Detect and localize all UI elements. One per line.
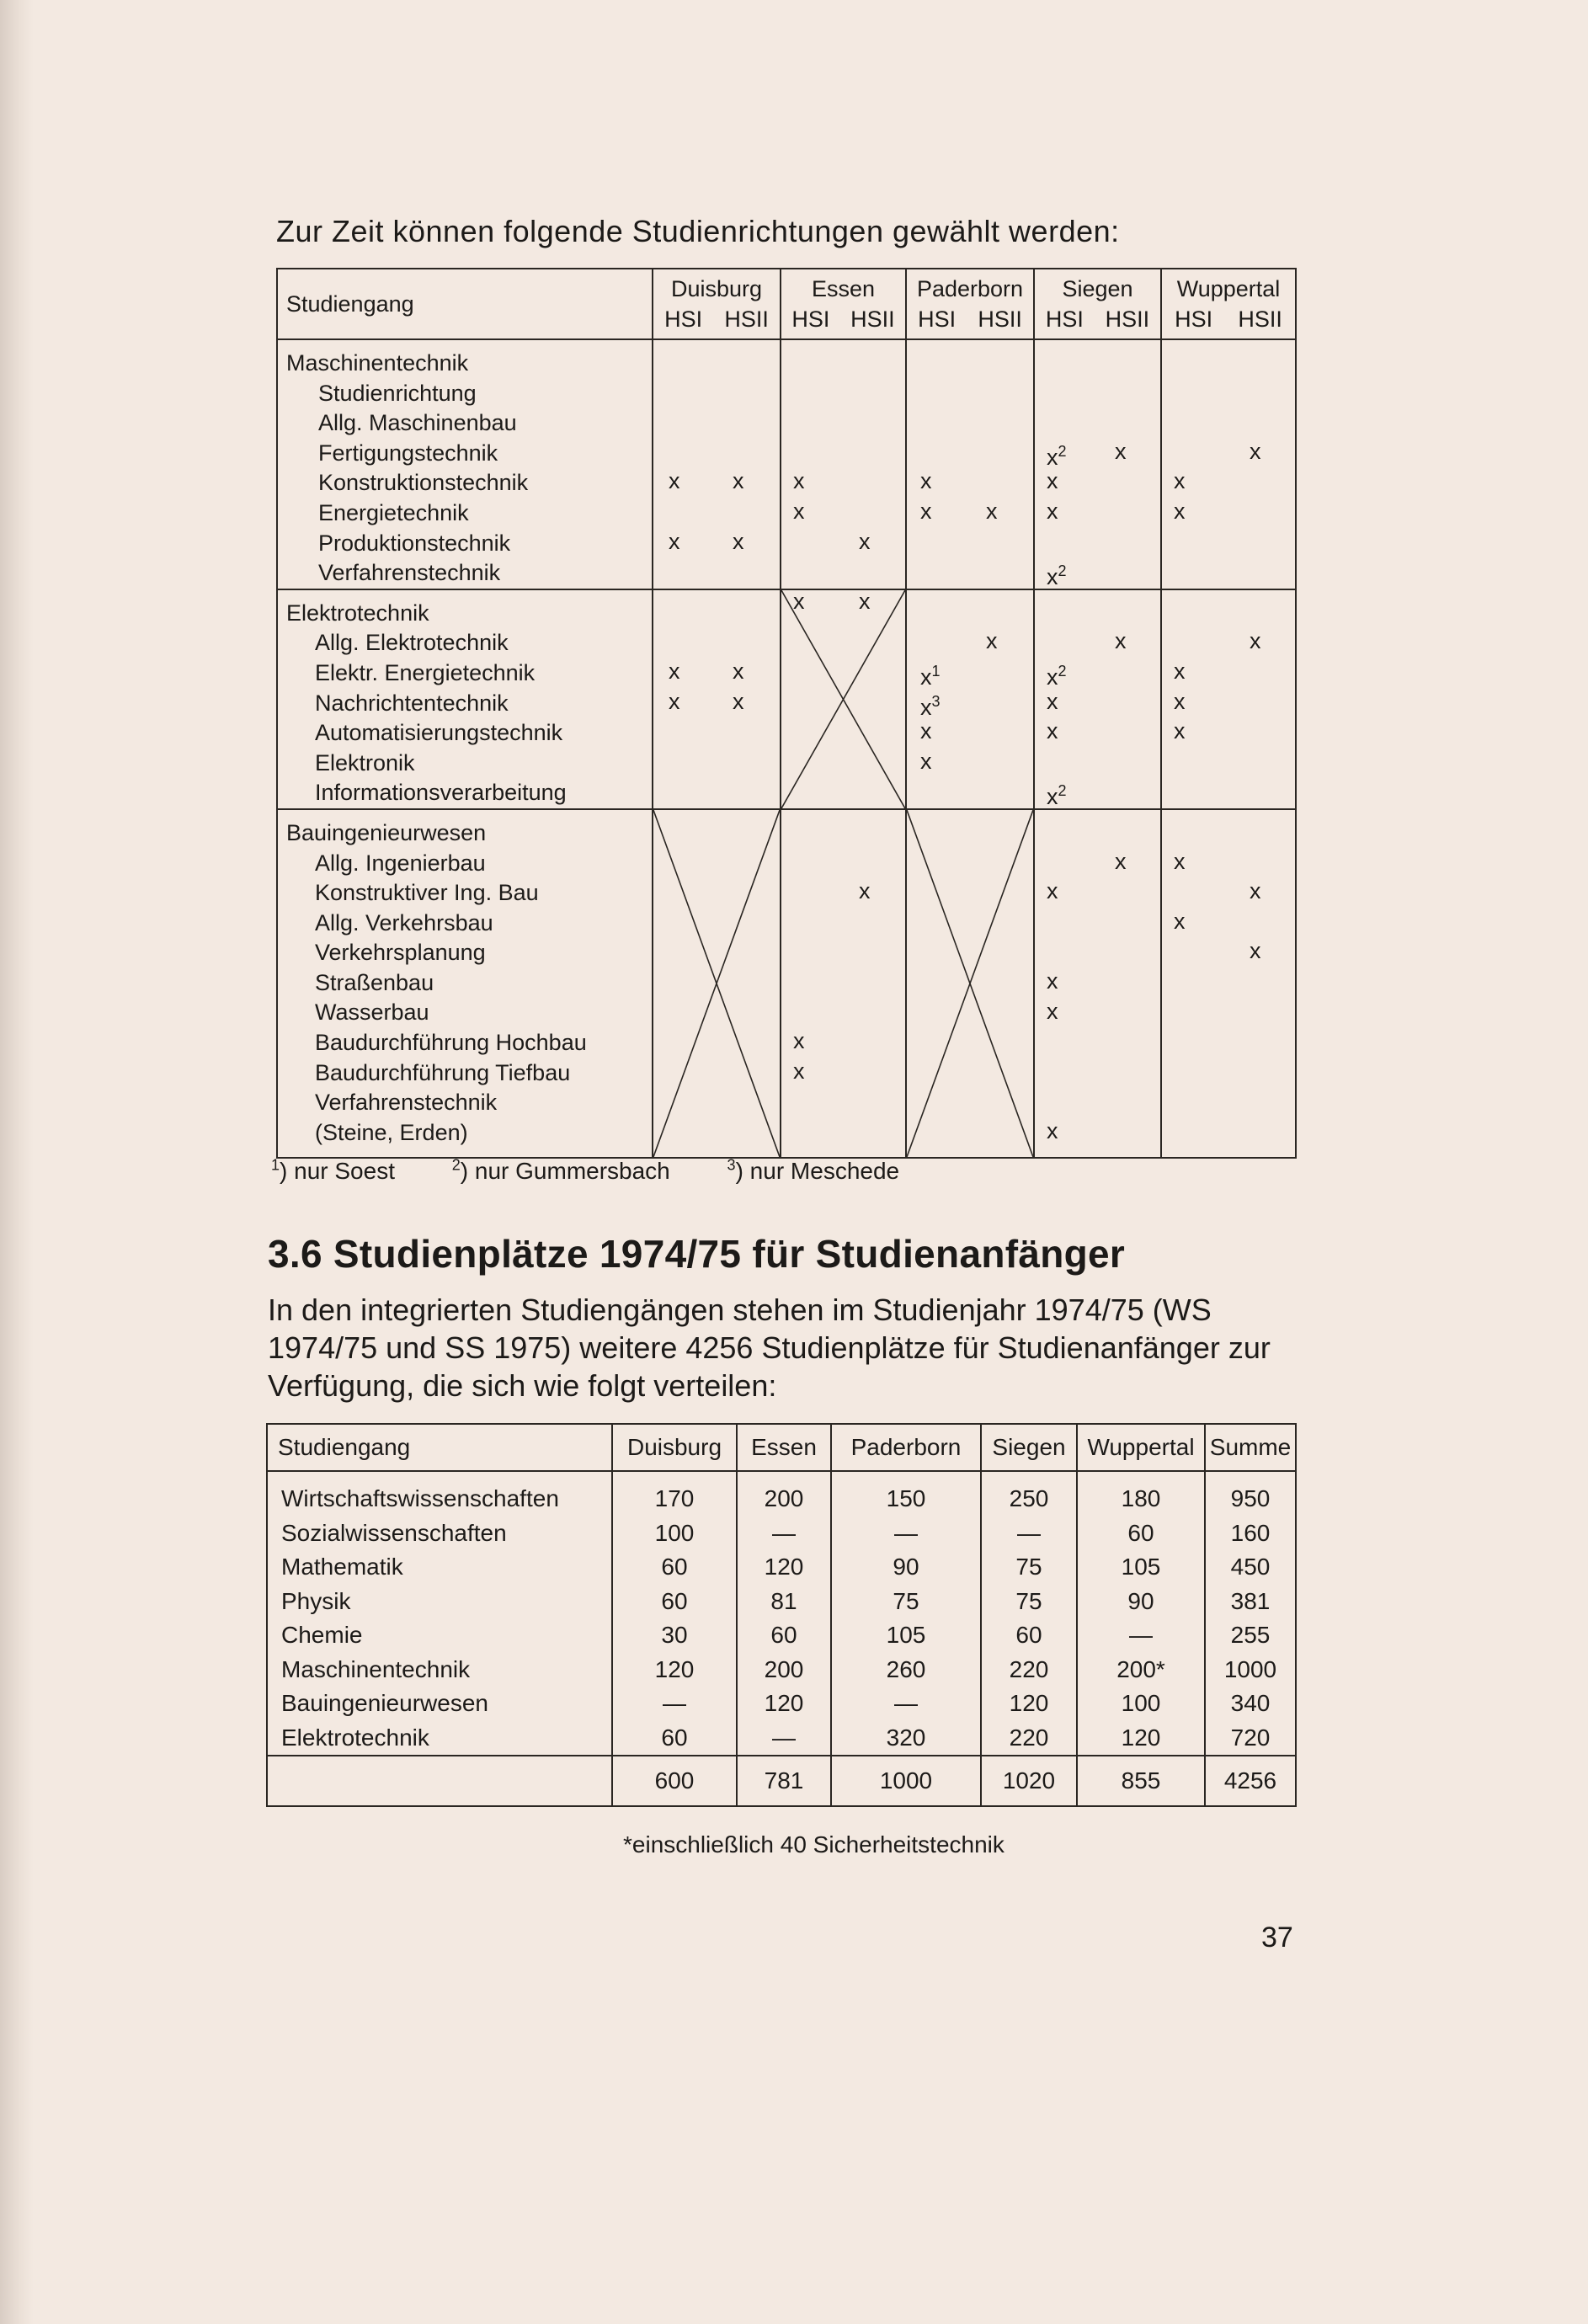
t2-value: 75 (1015, 1587, 1042, 1614)
t2-value: 81 (770, 1587, 797, 1614)
t1-cell (1034, 589, 1161, 809)
t2-value: 220 (1009, 1655, 1049, 1682)
t2-total-cell: 781 (737, 1756, 831, 1806)
t1-mark-footnote: 1 (931, 662, 941, 680)
t1-mark: x (793, 498, 805, 524)
page-fold-shadow (0, 0, 34, 2324)
t1-mark: x (1047, 967, 1058, 994)
t2-value: — (894, 1690, 918, 1716)
t1-mark: x (1174, 908, 1186, 934)
footnote-1: $^1$) nur Soest (271, 1157, 395, 1185)
t2-duisburg-column (612, 1471, 737, 1756)
t1-cell (653, 809, 781, 1158)
t1-mark: x (733, 468, 744, 494)
t2-totals-row (267, 1756, 1296, 1806)
t2-summe-column (1205, 1471, 1296, 1756)
t2-value: 200 (764, 1485, 804, 1511)
t1-studienrichtung: Baudurchführung Hochbau (315, 1030, 587, 1056)
t1-mark: x (859, 528, 871, 554)
t1-mark: x (920, 468, 932, 494)
t2-value: 60 (661, 1587, 688, 1614)
t1-studienrichtung: Nachrichtentechnik (315, 690, 509, 716)
studienrichtungen-table (276, 268, 1297, 1159)
t2-value: 950 (1230, 1485, 1271, 1511)
t1-studienrichtung: Elektronik (315, 749, 415, 776)
t2-value: 30 (661, 1622, 688, 1648)
t2-row-label: Bauingenieurwesen (281, 1690, 488, 1716)
t1-cell (906, 809, 1034, 1158)
t2-value: 180 (1121, 1485, 1161, 1511)
t1-studienrichtung: Verfahrenstechnik (315, 1090, 498, 1116)
t2-value: 60 (1127, 1519, 1154, 1546)
t1-mark: x (920, 718, 932, 744)
t2-value: 60 (770, 1622, 797, 1648)
t1-group-maschinentechnik (277, 339, 1296, 589)
t2-value: 120 (1121, 1724, 1161, 1751)
t1-cell (781, 589, 906, 809)
t1-mark: x (986, 498, 998, 524)
t1-group-label-cell (277, 809, 653, 1158)
t1-mark: x (1174, 718, 1186, 744)
t2-total-cell: 855 (1077, 1756, 1205, 1806)
t1-group-title: Elektrotechnik (286, 600, 429, 626)
t1-mark: x (1115, 848, 1127, 874)
t2-value: 220 (1009, 1724, 1049, 1751)
t2-value: 260 (886, 1655, 926, 1682)
t1-mark-footnote: 3 (931, 692, 941, 710)
section-heading: 3.6 Studienplätze 1974/75 für Studienanfänger (268, 1232, 1126, 1276)
t2-header-essen: Essen (737, 1424, 831, 1471)
t2-value: 60 (661, 1724, 688, 1751)
t1-header-studiengang: Studiengang (277, 269, 653, 339)
t1-studienrichtung: Automatisierungstechnik (315, 720, 563, 746)
t2-value: 60 (1015, 1622, 1042, 1648)
t2-value: 100 (1121, 1690, 1161, 1716)
t1-cell (781, 809, 906, 1158)
t1-studienrichtung: Wasserbau (315, 999, 429, 1026)
t1-header-paderborn: Paderborn HSI HSII (906, 269, 1034, 339)
t2-value: 250 (1009, 1485, 1049, 1511)
t1-mark: x (793, 1028, 805, 1054)
t1-mark: x (1047, 1117, 1058, 1143)
t1-mark: $x^1$ (920, 662, 941, 690)
t1-studienrichtung: Energietechnik (318, 499, 469, 525)
t1-cell (906, 339, 1034, 589)
t1-group-title: Maschinentechnik (286, 350, 469, 376)
t2-value: 340 (1230, 1690, 1271, 1716)
t2-studiengang-column (267, 1471, 612, 1756)
diagonal-cross-icon (653, 810, 780, 1157)
t1-mark: x (1047, 998, 1058, 1024)
t2-value: 120 (654, 1655, 695, 1682)
t1-studienrichtung: Konstruktionstechnik (318, 470, 529, 496)
page-number: 37 (1261, 1922, 1293, 1954)
t2-value: 120 (764, 1690, 804, 1716)
t2-total-cell: 4256 (1205, 1756, 1296, 1806)
studienplaetze-table (266, 1423, 1297, 1807)
t2-value: 200* (1116, 1655, 1165, 1682)
intro-text: Zur Zeit können folgende Studienrichtungen gewählt werden: (276, 214, 1120, 248)
t1-group-label-cell (277, 589, 653, 809)
t2-value: 720 (1230, 1724, 1271, 1751)
t2-totals-label (267, 1756, 612, 1806)
t1-mark: x (793, 1058, 805, 1084)
t1-mark: x (1250, 438, 1261, 464)
section-paragraph: In den integrierten Studiengängen stehen im Studienjahr 1974/75 (WS 1974/75 und SS 1975) weitere 4256 Studienplätze für Studienanfänger zur Verfügung, die sich wie folgt verteilen: (268, 1293, 1271, 1403)
t2-value: 100 (654, 1519, 695, 1546)
t1-studienrichtung: Allg. Elektrotechnik (315, 630, 509, 656)
t1-studienrichtung: Straßenbau (315, 969, 434, 995)
t1-cell (653, 589, 781, 809)
diagonal-cross-icon (781, 590, 905, 808)
t1-mark: x (1047, 878, 1058, 904)
t1-mark: x (1174, 688, 1186, 714)
t2-siegen-column (981, 1471, 1077, 1756)
t2-paderborn-column (831, 1471, 981, 1756)
t1-studienrichtung: Informationsverarbeitung (315, 780, 567, 806)
t1-studienrichtung: Studienrichtung (318, 380, 477, 406)
t2-row-label: Sozialwissenschaften (281, 1519, 507, 1546)
t2-value: 120 (1009, 1690, 1049, 1716)
t2-value: 320 (886, 1724, 926, 1751)
t2-footnote: *einschließlich 40 Sicherheitstechnik (623, 1831, 1004, 1858)
t1-mark-footnote: 2 (1058, 662, 1067, 680)
t1-mark: x (1250, 938, 1261, 964)
t1-mark: x (669, 528, 680, 554)
t1-mark: x (986, 628, 998, 654)
t2-total-cell: 1020 (981, 1756, 1077, 1806)
t1-mark: x (793, 468, 805, 494)
t2-total-cell: 600 (612, 1756, 737, 1806)
t2-value: 105 (1121, 1554, 1161, 1580)
t2-value: 90 (893, 1554, 919, 1580)
t1-studienrichtung: Verfahrenstechnik (318, 560, 501, 586)
t1-header-siegen: Siegen HSI HSII (1034, 269, 1161, 339)
t1-studienrichtung: Konstruktiver Ing. Bau (315, 880, 539, 906)
t2-header-wuppertal: Wuppertal (1077, 1424, 1205, 1471)
t1-mark: x (733, 658, 744, 684)
t1-cell (781, 339, 906, 614)
t2-value: — (772, 1519, 796, 1546)
t1-group-bauingenieurwesen (277, 809, 1296, 1158)
footnote-3: $^3$) nur Meschede (727, 1157, 900, 1185)
t1-studienrichtung: Allg. Ingenierbau (315, 850, 486, 876)
t1-mark: x (1115, 628, 1127, 654)
t2-value: — (1129, 1622, 1153, 1648)
t1-cell (1161, 339, 1296, 589)
t1-cell (906, 589, 1034, 809)
t1-header-essen: Essen HSI HSII (781, 269, 906, 339)
t1-cell (653, 339, 781, 589)
t1-mark: x (859, 878, 871, 904)
t2-essen-column (737, 1471, 831, 1756)
t1-studienrichtung: (Steine, Erden) (315, 1119, 468, 1145)
t1-mark: x (920, 748, 932, 774)
t1-mark: x (920, 498, 932, 524)
t1-mark: $x^3$ (920, 692, 941, 720)
t2-value: 75 (1015, 1554, 1042, 1580)
t2-value: 1000 (1223, 1655, 1277, 1682)
t1-studienrichtung: Produktionstechnik (318, 530, 511, 556)
t1-mark: x (1047, 468, 1058, 494)
t2-row-label: Elektrotechnik (281, 1724, 429, 1751)
t1-mark: $x^2$ (1047, 662, 1067, 690)
t1-cell (1161, 809, 1296, 1158)
t1-studienrichtung: Fertigungstechnik (318, 440, 498, 466)
t1-mark: x (1047, 688, 1058, 714)
t2-value: 160 (1230, 1519, 1271, 1546)
t2-row-label: Wirtschaftswissenschaften (281, 1485, 559, 1511)
t1-cell (1034, 339, 1161, 589)
t1-mark: x (1174, 658, 1186, 684)
t1-mark: x (1115, 438, 1127, 464)
t1-mark: x (793, 588, 805, 614)
t1-cell (1034, 809, 1161, 1158)
t1-group-title: Bauingenieurwesen (286, 819, 487, 845)
t2-row-label: Chemie (281, 1622, 363, 1648)
t2-header-summe: Summe (1205, 1424, 1296, 1471)
footnote-2: $^2$) nur Gummersbach (451, 1157, 670, 1185)
t1-mark: x (1250, 878, 1261, 904)
t1-header-wuppertal: Wuppertal HSI HSII (1161, 269, 1296, 339)
t2-header-duisburg: Duisburg (612, 1424, 737, 1471)
t1-mark: x (1250, 628, 1261, 654)
t2-header-siegen: Siegen (981, 1424, 1077, 1471)
t1-mark: $x^2$ (1047, 782, 1067, 810)
t1-header-duisburg: Duisburg HSI HSII (653, 269, 781, 339)
t1-mark: x (1174, 498, 1186, 524)
t1-studienrichtung: Verkehrsplanung (315, 940, 486, 966)
t2-value: 105 (886, 1622, 926, 1648)
diagonal-cross-icon (907, 810, 1033, 1157)
t2-value: 60 (661, 1554, 688, 1580)
t1-mark: $x^2$ (1047, 562, 1067, 590)
t2-value: 200 (764, 1655, 804, 1682)
t2-value: 150 (886, 1485, 926, 1511)
t2-value: 170 (654, 1485, 695, 1511)
t1-footnotes (271, 1157, 950, 1185)
t1-cell (1161, 589, 1296, 809)
t2-row-label: Physik (281, 1587, 351, 1614)
t2-total-cell: 1000 (831, 1756, 981, 1806)
t2-value: 381 (1230, 1587, 1271, 1614)
t2-value: 90 (1127, 1587, 1154, 1614)
t1-mark-footnote: 2 (1058, 782, 1067, 800)
t1-mark-footnote: 2 (1058, 442, 1067, 460)
t1-mark: x (733, 528, 744, 554)
t2-value: 75 (893, 1587, 919, 1614)
t1-studienrichtung: Allg. Maschinenbau (318, 410, 517, 436)
t1-mark: x (669, 468, 680, 494)
t2-value: — (663, 1690, 686, 1716)
t2-value: — (1017, 1519, 1041, 1546)
t2-row-label: Mathematik (281, 1554, 403, 1580)
t2-value: — (894, 1519, 918, 1546)
t1-studienrichtung: Elektr. Energietechnik (315, 659, 536, 685)
t2-wuppertal-column (1077, 1471, 1205, 1756)
t1-mark: x (669, 658, 680, 684)
t2-header-paderborn: Paderborn (831, 1424, 981, 1471)
t1-studienrichtung: Baudurchführung Tiefbau (315, 1059, 571, 1085)
t1-group-label-cell (277, 339, 653, 589)
t2-value: 120 (764, 1554, 804, 1580)
t2-row-label: Maschinentechnik (281, 1655, 471, 1682)
t1-mark: x (1174, 468, 1186, 494)
t1-mark: x (733, 688, 744, 714)
t1-studienrichtung: Allg. Verkehrsbau (315, 909, 493, 935)
t1-mark: x (1047, 718, 1058, 744)
t1-mark: x (669, 688, 680, 714)
t2-value: 450 (1230, 1554, 1271, 1580)
t1-mark: $x^2$ (1047, 442, 1067, 470)
t2-value: — (772, 1724, 796, 1751)
t1-mark: x (859, 588, 871, 614)
t1-mark-footnote: 2 (1058, 562, 1067, 580)
t1-group-elektrotechnik (277, 589, 1296, 809)
t1-mark: x (1047, 498, 1058, 524)
t2-header-studiengang: Studiengang (267, 1424, 612, 1471)
t1-mark: x (1174, 848, 1186, 874)
t2-value: 255 (1230, 1622, 1271, 1648)
